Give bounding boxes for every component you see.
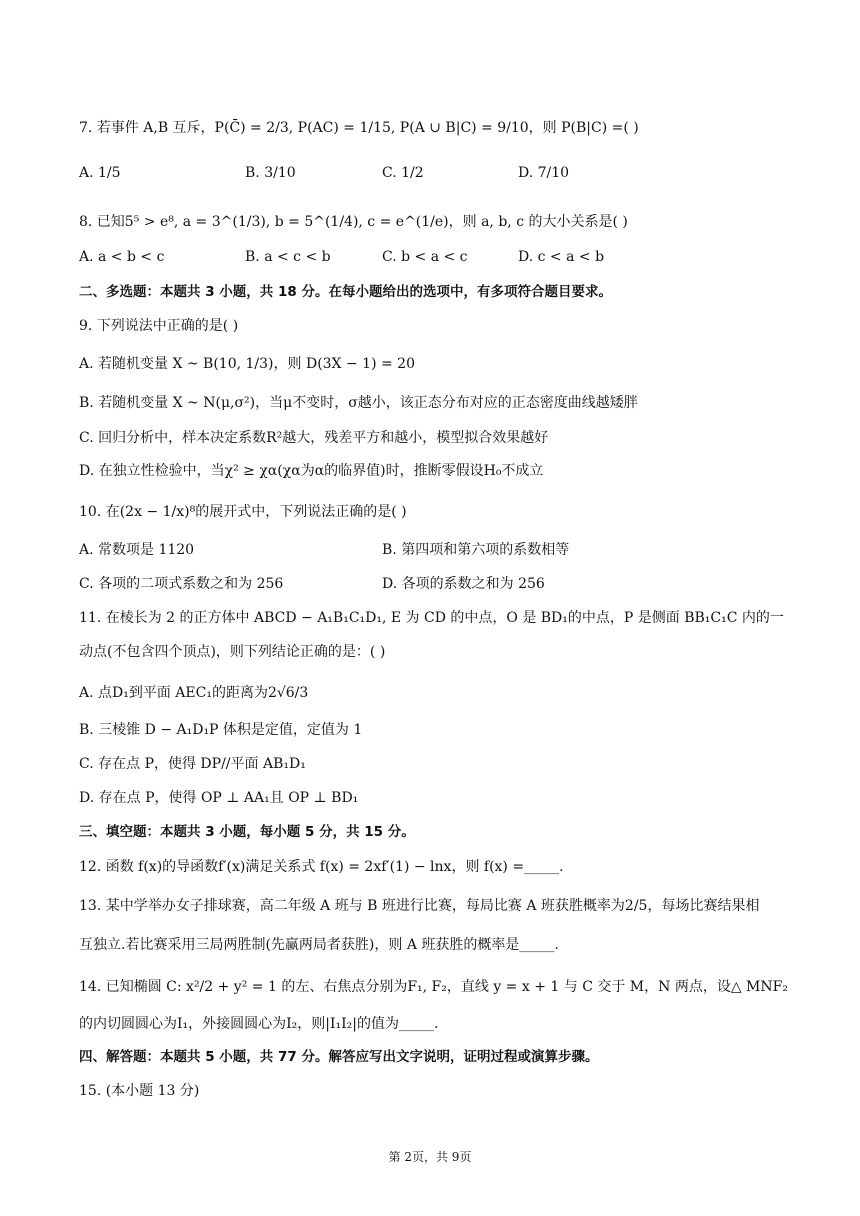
q15-stem: 15. (本小题 13 分) <box>79 1083 200 1099</box>
q10-option-b: B. 第四项和第六项的系数相等 <box>382 542 570 558</box>
q11-option-b: B. 三棱锥 D − A₁D₁P 体积是定值，定值为 1 <box>79 722 363 738</box>
q8-option-d: D. c < a < b <box>518 249 605 265</box>
q9-stem: 9. 下列说法中正确的是( ) <box>79 318 239 334</box>
q14-line2: 的内切圆圆心为I₁，外接圆圆心为I₂，则|I₁I₂|的值为_____. <box>79 1016 439 1032</box>
q13-line2: 互独立.若比赛采用三局两胜制(先赢两局者获胜)，则 A 班获胜的概率是_____. <box>79 937 559 953</box>
page-footer: 第 2页，共 9页 <box>388 1150 472 1164</box>
q11-option-a: A. 点D₁到平面 AEC₁的距离为2√6/3 <box>79 685 309 701</box>
q9-option-c: C. 回归分析中，样本决定系数R²越大，残差平方和越小，模型拟合效果越好 <box>79 430 549 446</box>
q11-option-c: C. 存在点 P，使得 DP//平面 AB₁D₁ <box>79 756 306 772</box>
q13-line1: 13. 某中学举办女子排球赛，高二年级 A 班与 B 班进行比赛，每局比赛 A 班获胜概率为2/5，每场比赛结果相 <box>79 898 760 914</box>
q11-stem-line1: 11. 在棱长为 2 的正方体中 ABCD − A₁B₁C₁D₁, E 为 CD 的中点，O 是 BD₁的中点，P 是侧面 BB₁C₁C 内的一 <box>79 610 784 626</box>
q11-stem-line2: 动点(不包含四个顶点)，则下列结论正确的是：( ) <box>79 644 386 660</box>
q10-option-d: D. 各项的系数之和为 256 <box>382 576 545 592</box>
section-3-heading: 三、填空题：本题共 3 小题，每小题 5 分，共 15 分。 <box>79 824 415 840</box>
q10-option-a: A. 常数项是 1120 <box>79 542 195 558</box>
q10-stem: 10. 在(2x − 1/x)⁸的展开式中，下列说法正确的是( ) <box>79 504 407 520</box>
q14-line1: 14. 已知椭圆 C: x²/2 + y² = 1 的左、右焦点分别为F₁, F₂，直线 y = x + 1 与 C 交于 M，N 两点，设△ MNF₂ <box>79 979 788 995</box>
section-4-heading: 四、解答题：本题共 5 小题，共 77 分。解答应写出文字说明，证明过程或演算步骤。 <box>79 1049 599 1065</box>
q8-stem: 8. 已知5⁵ > e⁸, a = 3^(1/3), b = 5^(1/4), c = e^(1/e)，则 a, b, c 的大小关系是( ) <box>79 214 628 230</box>
q11-option-d: D. 存在点 P，使得 OP ⊥ AA₁且 OP ⊥ BD₁ <box>79 790 359 806</box>
q7-option-b: B. 3/10 <box>245 165 296 181</box>
q10-option-c: C. 各项的二项式系数之和为 256 <box>79 576 284 592</box>
section-2-heading: 二、多选题：本题共 3 小题，共 18 分。在每小题给出的选项中，有多项符合题目要求。 <box>79 284 612 300</box>
q7-option-a: A. 1/5 <box>79 165 121 181</box>
q7-option-c: C. 1/2 <box>382 165 424 181</box>
q9-option-d: D. 在独立性检验中，当χ² ≥ χα(χα为α的临界值)时，推断零假设H₀不成立 <box>79 463 544 479</box>
q8-option-b: B. a < c < b <box>245 249 331 265</box>
q12-stem: 12. 函数 f(x)的导函数f′(x)满足关系式 f(x) = 2xf′(1) − lnx，则 f(x) =_____. <box>79 859 564 875</box>
q7-stem: 7. 若事件 A,B 互斥，P(C̄) = 2/3, P(AC) = 1/15, P(A ∪ B|C) = 9/10，则 P(B|C) =( ) <box>79 120 639 136</box>
q9-option-a: A. 若随机变量 X ~ B(10, 1/3)，则 D(3X − 1) = 20 <box>79 356 415 372</box>
q9-option-b: B. 若随机变量 X ~ N(μ,σ²)，当μ不变时，σ越小，该正态分布对应的正态密度曲线越矮胖 <box>79 395 638 411</box>
q8-option-c: C. b < a < c <box>382 249 468 265</box>
q8-option-a: A. a < b < c <box>79 249 165 265</box>
q7-option-d: D. 7/10 <box>518 165 570 181</box>
